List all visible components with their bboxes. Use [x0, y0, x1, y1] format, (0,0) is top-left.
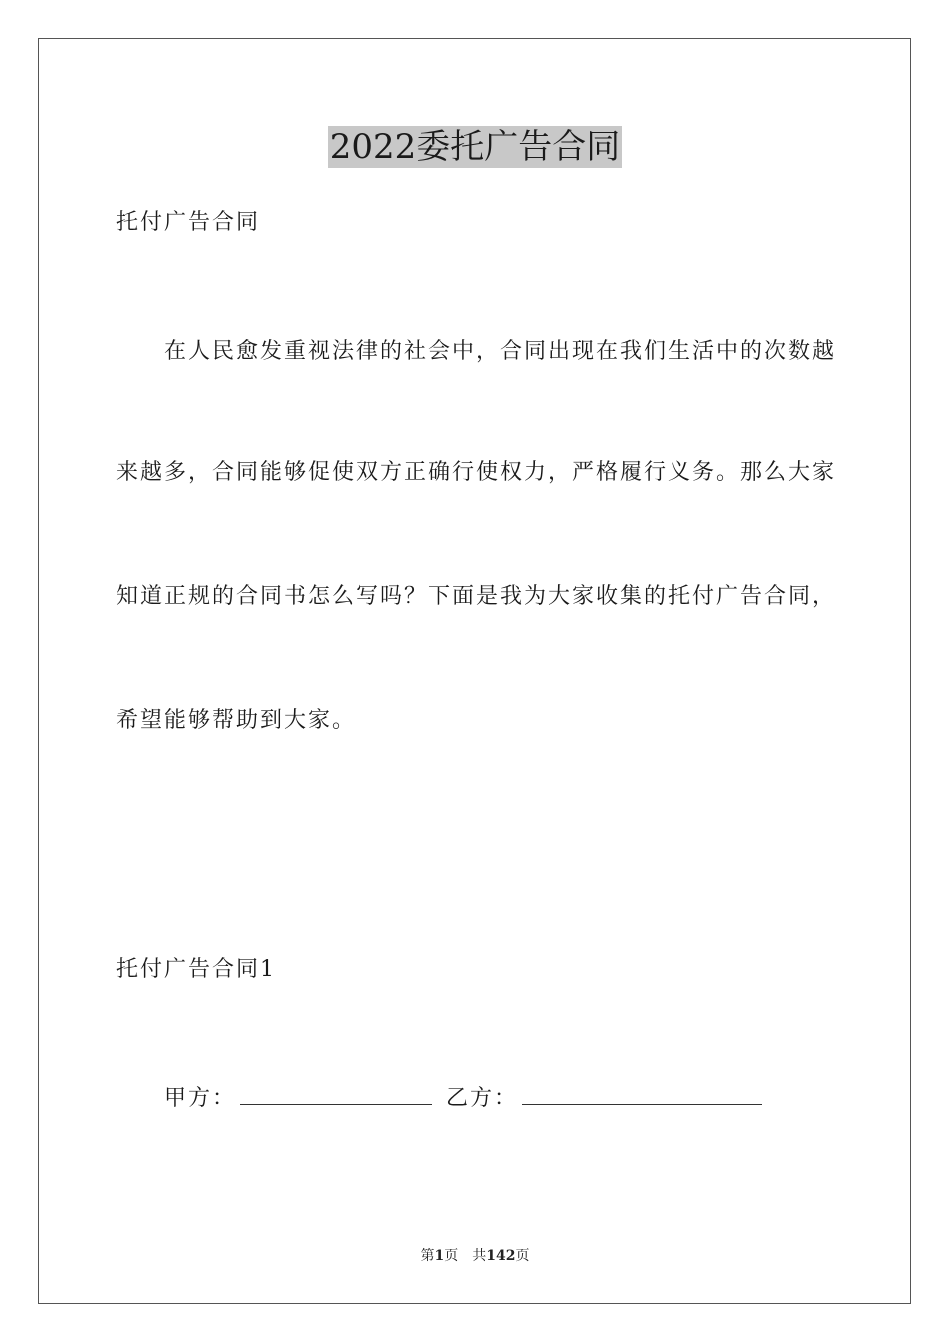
- footer-total-prefix: 共: [472, 1248, 487, 1264]
- footer-page-number: 1: [434, 1248, 445, 1264]
- footer-page-prefix: 第: [420, 1248, 435, 1264]
- party-b-blank[interactable]: [522, 1082, 762, 1105]
- document-subtitle: 托付广告合同: [116, 210, 261, 235]
- party-a-blank[interactable]: [240, 1082, 432, 1105]
- paragraph-line-1: 在人民愈发重视法律的社会中，合同出现在我们生活中的次数越: [164, 339, 837, 364]
- party-row: [164, 1082, 762, 1114]
- section-title: 托付广告合同1: [116, 957, 276, 982]
- paragraph-line-3: 知道正规的合同书怎么写吗？下面是我为大家收集的托付广告合同，: [116, 584, 837, 609]
- footer-total-suffix: 页: [515, 1248, 530, 1264]
- paragraph-line-4: 希望能够帮助到大家。: [116, 708, 357, 733]
- document-title: 2022委托广告合同: [329, 127, 621, 167]
- paragraph-line-2: 来越多，合同能够促使双方正确行使权力，严格履行义务。那么大家: [116, 460, 837, 485]
- party-a-label: 甲方：: [164, 1086, 237, 1111]
- footer-total-pages: 142: [486, 1248, 516, 1264]
- page-footer: [0, 1246, 950, 1266]
- party-b-label: 乙方：: [446, 1086, 519, 1111]
- footer-page-suffix: 页: [444, 1248, 459, 1264]
- title-container: [0, 126, 950, 168]
